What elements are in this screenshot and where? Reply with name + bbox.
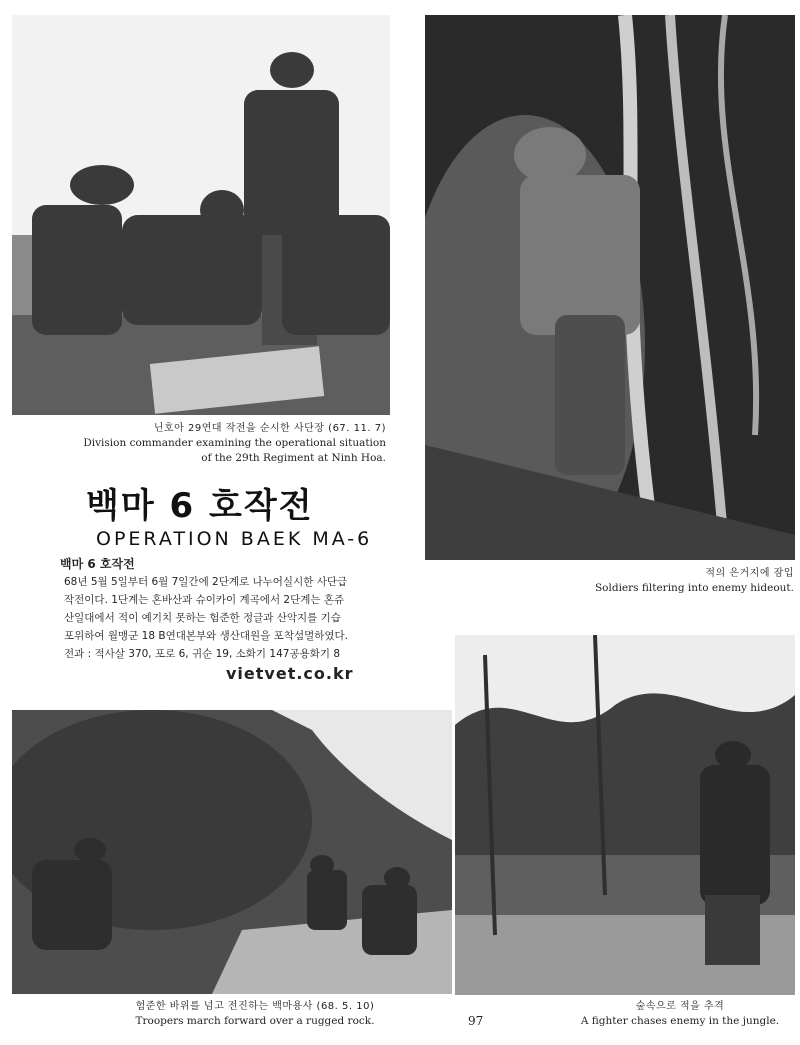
caption-bottom-left-en: Troopers march forward over a rugged rock. (135, 1015, 375, 1027)
caption-top-right (560, 566, 794, 596)
title-english: OPERATION BAEK MA-6 (96, 528, 373, 550)
caption-bottom-left (80, 999, 430, 1029)
caption-top-left (80, 421, 386, 466)
summary-heading: 백마 6 호작전 (60, 557, 135, 571)
summary-results: 전과 : 적사살 370, 포로 6, 귀순 19, 소화기 147공용화기 8 (64, 648, 341, 660)
summary-line: 68년 5월 5일부터 6월 7일간에 2단계로 나누어실시한 사단급 (64, 576, 348, 588)
caption-top-left-en-2: of the 29th Regiment at Ninh Hoa. (201, 452, 386, 464)
caption-bottom-right-en: A fighter chases enemy in the jungle. (580, 1015, 780, 1027)
caption-bottom-left-ko: 험준한 바위를 넘고 전진하는 백마용사 (68. 5. 10) (135, 1001, 375, 1012)
caption-bottom-right-ko: 숲속으로 적을 추격 (635, 1001, 725, 1012)
photo-rugged-rock (12, 710, 452, 994)
summary-line: 산일대에서 적이 예기치 못하는 험준한 정글과 산악지를 기습 (64, 612, 341, 624)
caption-top-right-en: Soldiers filtering into enemy hideout. (594, 582, 794, 594)
photo-enemy-hideout (425, 15, 795, 560)
summary-line: 포위하여 월맹군 18 B연대본부와 생산대원을 포착섬멸하였다. (64, 630, 349, 642)
caption-top-right-ko: 적의 은거지에 잠입 (705, 568, 794, 579)
caption-top-left-ko: 닌호아 29연대 작전을 순시한 사단장 (67. 11. 7) (153, 423, 386, 434)
operation-summary (60, 555, 380, 663)
caption-bottom-right (560, 999, 800, 1029)
summary-line: 작전이다. 1단계는 혼바산과 슈이카이 계곡에서 2단계는 혼쥬 (64, 594, 345, 606)
photo-jungle-chase (455, 635, 795, 995)
website-watermark: vietvet.co.kr (226, 664, 354, 683)
title-korean: 백마 6 호작전 (86, 486, 314, 526)
caption-top-left-en-1: Division commander examining the operational situation (83, 437, 386, 449)
page-number: 97 (468, 1014, 484, 1028)
photo-division-commander (12, 15, 390, 415)
